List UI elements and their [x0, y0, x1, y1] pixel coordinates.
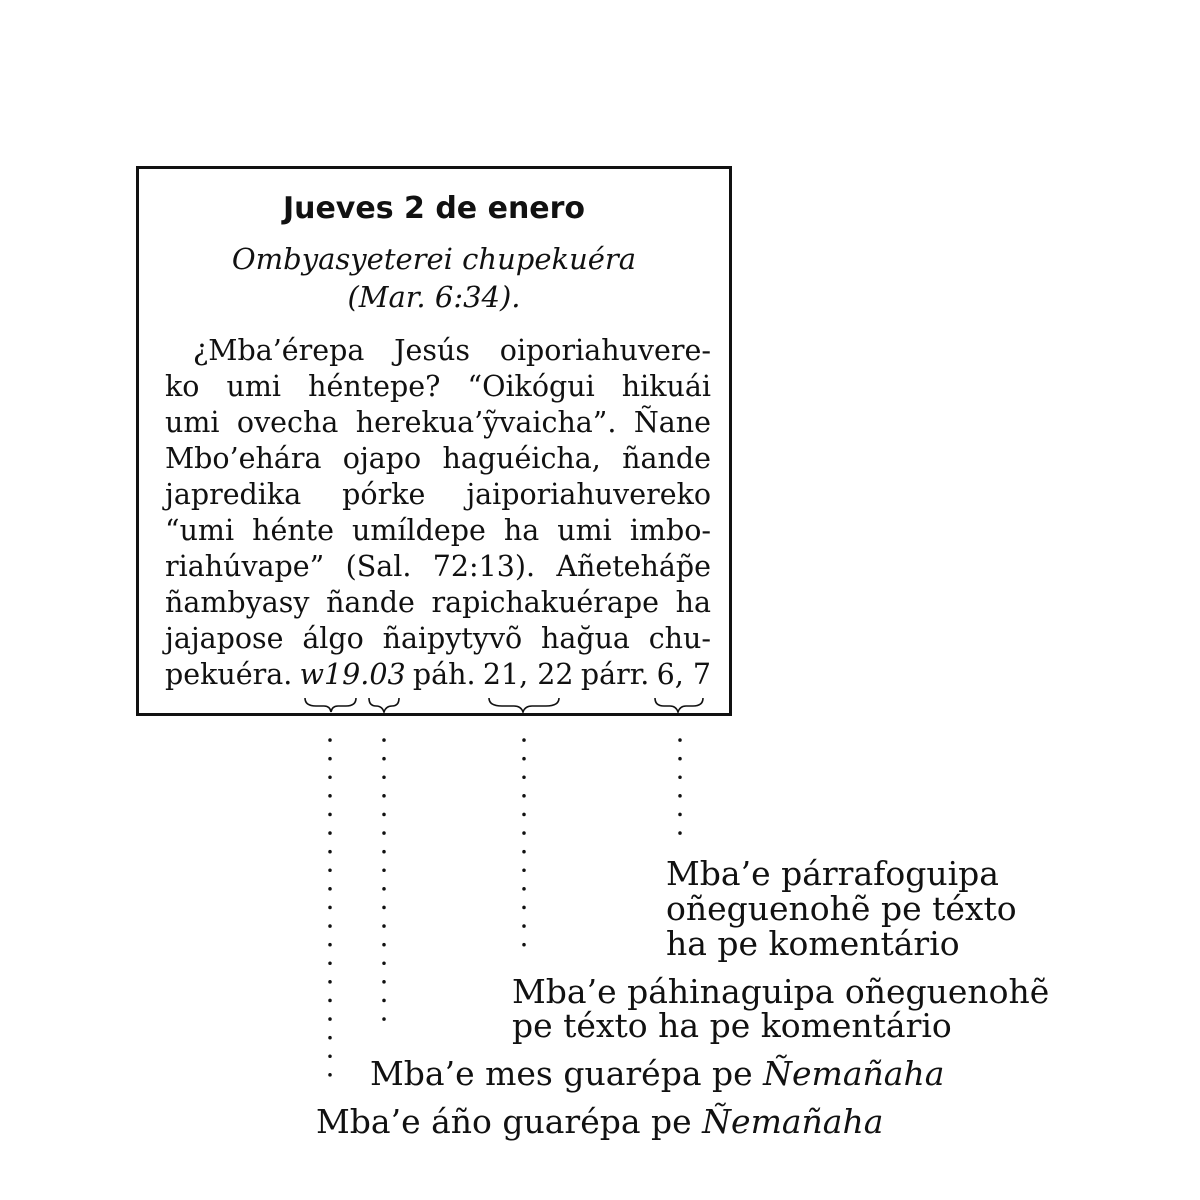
caption-month-text: Mba’e mes guarépa pe [370, 1054, 764, 1093]
year-code: w19 [299, 658, 361, 691]
caption-month [370, 1056, 944, 1092]
caption-year-italic: Ñemañaha [702, 1102, 884, 1141]
body-line: riahúvape” (Sal. 72:13). Añeteháp̃e [165, 550, 711, 583]
body-line: ko umi héntepe? “Oikógui hikuái [165, 370, 711, 403]
paragraph-label: párr. [580, 658, 650, 691]
date-heading: Jueves 2 de enero [282, 191, 586, 226]
body-line: umi ovecha herekua’ỹvaicha”. Ñane [165, 406, 711, 439]
body-line: ¿Mba’érepa Jesús oiporiahuvere- [193, 334, 711, 367]
paragraph-numbers: 6, 7 [656, 658, 711, 691]
caption-month-italic: Ñemañaha [763, 1054, 945, 1093]
body-line: japredika pórke jaiporiahuvereko [165, 478, 711, 511]
caption-pages-line2: pe téxto ha pe komentário [512, 1006, 952, 1045]
verse-text: Ombyasyeterei chupekuéra [231, 242, 637, 276]
caption-paragraphs-line1: Mba’e párrafoguipa [666, 854, 999, 893]
caption-pages-line1: Mba’e páhinaguipa oñeguenohẽ [512, 972, 1050, 1011]
daily-text-card [136, 166, 732, 716]
body-line: jajapose álgo ñaipytyvõ hağua chu- [165, 622, 711, 655]
caption-paragraphs-line3: ha pe komentário [666, 924, 960, 963]
body-line: ñambyasy ñande rapichakuérape ha [165, 586, 711, 619]
caption-year [316, 1104, 883, 1140]
month-code: .03 [360, 658, 406, 691]
reference-lead: pekuéra. [165, 658, 293, 691]
reference-line [165, 657, 711, 693]
page-numbers: 21, 22 [482, 658, 574, 691]
verse-citation: (Mar. 6:34). [347, 280, 521, 314]
body-line: Mbo’ehára ojapo haguéicha, ñande [165, 442, 711, 475]
caption-year-text: Mba’e áño guarépa pe [316, 1102, 703, 1141]
body-line: “umi hénte umíldepe ha umi imbo- [165, 514, 711, 547]
page-label: páh. [412, 658, 476, 691]
caption-paragraphs-line2: oñeguenohẽ pe téxto [666, 889, 1017, 928]
publication-code [300, 657, 406, 693]
